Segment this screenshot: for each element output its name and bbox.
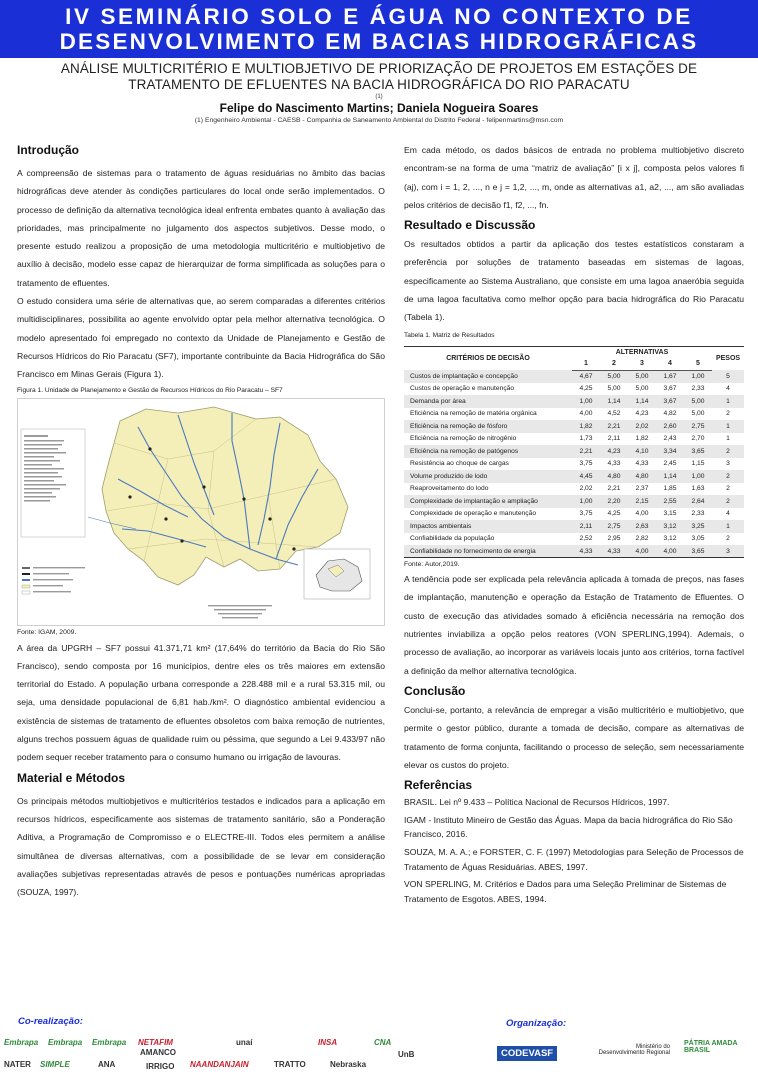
score-cell: 3,05 <box>691 535 705 543</box>
table-row <box>404 383 744 396</box>
alternative-header-5: 5 <box>684 358 712 370</box>
score-cell: 2,75 <box>600 520 628 533</box>
score-cell: 2,60 <box>656 420 684 433</box>
weight-cell: 2 <box>726 485 730 493</box>
table-row <box>404 483 744 496</box>
score-cell: 1,63 <box>691 485 705 493</box>
score-cell: 1,73 <box>579 435 593 443</box>
weight-cell: 5 <box>712 370 744 383</box>
alternatives-group-header: ALTERNATIVAS <box>572 346 712 358</box>
score-cell: 4,52 <box>607 410 621 418</box>
table-row <box>404 533 744 546</box>
score-cell: 4,25 <box>579 385 593 393</box>
criterion-cell: Reaproveitamento do lodo <box>410 485 489 493</box>
basin-map-figure <box>17 398 385 626</box>
criterion-cell: Eficiência na remoção de fósforo <box>404 420 572 433</box>
score-cell: 2,45 <box>663 460 677 468</box>
event-banner <box>0 0 758 58</box>
score-cell: 4,33 <box>635 460 649 468</box>
criterion-cell: Eficiência na remoção de nitrogênio <box>410 435 517 443</box>
score-cell: 2,33 <box>691 385 705 393</box>
score-cell: 4,00 <box>635 510 649 518</box>
table-row <box>404 470 744 483</box>
co-logo-cna: CNA <box>374 1038 392 1047</box>
score-cell: 1,14 <box>656 470 684 483</box>
basin-map-image <box>18 399 385 626</box>
score-cell: 3,65 <box>684 445 712 458</box>
author-superscript: (1) <box>375 94 383 100</box>
co-realization-label: Co-realização: <box>18 1016 83 1027</box>
methods-heading: Material e Métodos <box>17 770 126 785</box>
criterion-cell: Demanda por área <box>404 395 572 408</box>
right-column <box>404 141 744 910</box>
score-cell: 3,12 <box>656 520 684 533</box>
results-heading: Resultado e Discussão <box>404 218 536 233</box>
alternative-header-2: 2 <box>600 358 628 370</box>
org-logo-ministerio: Ministério do Desenvolvimento Regional <box>598 1044 670 1056</box>
conclusion-paragraph: Conclui-se, portanto, a relevância de empregar a visão multicritério e multiobjetivo, que permite o gestor público, durante a tomada de decisão, compare as alternativas de tratamento de forma conjunta, facilitando o processo de seleção, sem necessariamente elevar os custos do projeto. <box>404 704 744 770</box>
criterion-cell: Resistência ao choque de cargas <box>410 460 509 468</box>
weight-cell: 1 <box>712 520 744 533</box>
weight-cell: 2 <box>712 470 744 483</box>
score-cell: 1,82 <box>635 435 649 443</box>
co-logo-unb: UnB <box>398 1050 415 1059</box>
score-cell: 2,11 <box>607 435 621 443</box>
weight-cell: 4 <box>726 510 730 518</box>
score-cell: 1,15 <box>691 460 705 468</box>
co-logo-una-: unaí <box>236 1038 253 1047</box>
org-logo-brasil: PÁTRIA AMADA BRASIL <box>684 1040 738 1054</box>
paper-title <box>0 61 758 93</box>
score-cell: 3,12 <box>663 535 677 543</box>
paper-title-line-2: TRATAMENTO DE EFLUENTES NA BACIA HIDROGRÁFICA DO RIO PARACATU <box>128 77 630 92</box>
table-row <box>404 433 744 446</box>
table-row <box>404 495 744 508</box>
co-logo-nater: NATER <box>4 1060 31 1069</box>
score-cell: 2,43 <box>663 435 677 443</box>
weight-cell: 2 <box>726 410 730 418</box>
score-cell: 5,00 <box>628 370 656 383</box>
co-logo-naandanjain: NAANDANJAIN <box>190 1060 249 1069</box>
criterion-cell: Eficiência na remoção de patógenos <box>404 445 572 458</box>
weight-cell: 2 <box>712 445 744 458</box>
alternative-header-1: 1 <box>572 358 600 370</box>
table-row <box>404 520 744 533</box>
table-row <box>404 420 744 433</box>
left-column <box>17 143 385 901</box>
score-cell: 2,11 <box>572 520 600 533</box>
score-cell: 2,15 <box>628 495 656 508</box>
weight-cell: 3 <box>726 460 730 468</box>
table-row <box>404 508 744 521</box>
reference-item: BRASIL. Lei nº 9.433 – Política Nacional de Recursos Hídricos, 1997. <box>404 797 670 808</box>
score-cell: 2,70 <box>691 435 705 443</box>
intro-paragraph-1: A compreensão de sistemas para o tratamento de águas residuárias no âmbito das bacias hidrográficas deve atender às condições particulares do local onde serão implementados. O processo de definição da alternativa tecnológica ideal enfrenta embates quanto à avaliação das prioridades, mas principalmente no julgamento dos aspectos subjetivos. Desse modo, o presente estudo realizou a proposição de uma metodologia multicritério e multiobjetivo de auxílio à decisão, modelo esse capaz de hierarquizar de forma simplificada as soluções para o tratamento de efluentes. <box>17 168 385 288</box>
score-cell: 4,00 <box>628 545 656 558</box>
score-cell: 1,14 <box>628 395 656 408</box>
score-cell: 1,82 <box>572 420 600 433</box>
score-cell: 2,63 <box>628 520 656 533</box>
criterion-cell: Eficiência na remoção de matéria orgânica <box>410 410 537 418</box>
score-cell: 1,85 <box>663 485 677 493</box>
score-cell: 2,20 <box>600 495 628 508</box>
intro-paragraph-2: O estudo considera uma série de alternativas que, ao serem comparadas a diferentes critérios multidisciplinares, possibilita ao agente envolvido optar pela melhor alternativa tecnológica. O modelo apresentado foi empregado no contexto da Unidade de Planejamento e Gestão de Recursos Hídricos do Rio Paracatu (SF7), importante contribuinte da Bacia Hidrográfica do São Francisco em Minas Gerais (Figura 1). <box>17 296 385 380</box>
criterion-cell: Confiabilidade da população <box>410 535 495 543</box>
org-logo-codevasf: CODEVASF <box>497 1046 557 1061</box>
co-logo-amanco: AMANCO <box>140 1048 176 1057</box>
paper-title-line-1: ANÁLISE MULTICRITÉRIO E MULTIOBJETIVO DE PRIORIZAÇÃO DE PROJETOS EM ESTAÇÕES DE <box>60 61 698 76</box>
score-cell: 4,25 <box>607 510 621 518</box>
score-cell: 3,67 <box>663 385 677 393</box>
weights-column-header: PESOS <box>712 346 744 370</box>
score-cell: 2,21 <box>572 445 600 458</box>
event-title-line-1: IV SEMINÁRIO SOLO E ÁGUA NO CONTEXTO DE <box>65 4 693 29</box>
score-cell: 3,34 <box>656 445 684 458</box>
weight-cell: 2 <box>712 495 744 508</box>
score-cell: 4,10 <box>628 445 656 458</box>
score-cell: 4,23 <box>635 410 649 418</box>
table-row <box>404 545 744 558</box>
co-logo-tratto: TRATTO <box>274 1060 306 1069</box>
alternative-header-4: 4 <box>656 358 684 370</box>
score-cell: 5,00 <box>684 395 712 408</box>
criterion-cell: Impactos ambientais <box>404 520 572 533</box>
figure-caption: Figura 1. Unidade de Planejamento e Gestão de Recursos Hídricos do Rio Paracatu – SF7 <box>17 386 283 394</box>
score-cell: 2,21 <box>607 485 621 493</box>
score-cell: 4,80 <box>600 470 628 483</box>
score-cell: 2,55 <box>656 495 684 508</box>
score-cell: 4,33 <box>572 545 600 558</box>
weight-cell: 1 <box>712 395 744 408</box>
reference-item: IGAM - Instituto Mineiro de Gestão das Águas. Mapa da bacia hidrográfica do Rio São Francisco, 2016. <box>404 815 733 840</box>
co-logo-netafim: NETAFIM <box>138 1038 173 1047</box>
criterion-cell: Complexidade de implantação e ampliação <box>404 495 572 508</box>
table-row <box>404 445 744 458</box>
table-caption: Tabela 1. Matriz de Resultados <box>404 331 495 339</box>
score-cell: 3,25 <box>684 520 712 533</box>
weight-cell: 4 <box>726 385 730 393</box>
co-logo-ana: ANA <box>98 1060 116 1069</box>
score-cell: 2,64 <box>684 495 712 508</box>
criterion-cell: Confiabilidade no fornecimento de energia <box>404 545 572 558</box>
score-cell: 1,14 <box>600 395 628 408</box>
score-cell: 4,67 <box>572 370 600 383</box>
figure-source: Fonte: IGAM, 2009. <box>17 628 77 636</box>
references-list <box>404 795 744 906</box>
score-cell: 2,95 <box>607 535 621 543</box>
conclusion-heading: Conclusão <box>404 683 466 698</box>
intro-paragraph-3: A área da UPGRH – SF7 possui 41.371,71 km² (17,64% do território da Bacia do Rio São Francisco), sendo composta por 16 municípios, dentre eles os três maiores em extensão territorial do Estado. A população urbana corresponde a 228.488 mil e a rural 53.315 mil, ou seja, uma densidade populacional de 6,81 hab./km². O diagnóstico ambiental evidenciou a existência de sistemas de tratamento de efluentes obsoletos com baixa remoção de nutrientes, alguns trechos possuem águas de qualidade ruim ou péssima, que segundo a Lei 9.433/97 não podem sequer receber tratamento para o consumo humano ou irrigação de lavouras. <box>17 642 385 763</box>
score-cell: 3,75 <box>579 510 593 518</box>
score-cell: 2,33 <box>691 510 705 518</box>
weight-cell: 1 <box>712 420 744 433</box>
co-logo-simple: SIMPLE <box>40 1060 70 1069</box>
score-cell: 3,67 <box>656 395 684 408</box>
co-logo-embrapa: Embrapa <box>4 1038 39 1047</box>
score-cell: 4,80 <box>628 470 656 483</box>
table-body <box>404 370 744 558</box>
co-logo-insa: INSA <box>318 1038 338 1047</box>
event-title-line-2: DESENVOLVIMENTO EM BACIAS HIDROGRÁFICAS <box>59 29 699 54</box>
organization-label: Organização: <box>506 1018 567 1029</box>
score-cell: 4,00 <box>656 545 684 558</box>
score-cell: 2,75 <box>684 420 712 433</box>
score-cell: 2,82 <box>635 535 649 543</box>
intro-heading: Introdução <box>17 143 79 157</box>
criterion-cell: Custos de operação e manutenção <box>410 385 515 393</box>
score-cell: 4,23 <box>600 445 628 458</box>
score-cell: 1,67 <box>656 370 684 383</box>
co-logo-irrigo: IRRIGO <box>146 1062 175 1071</box>
score-cell: 4,45 <box>572 470 600 483</box>
score-cell: 4,82 <box>663 410 677 418</box>
table-row <box>404 370 744 383</box>
score-cell: 5,00 <box>635 385 649 393</box>
references-heading: Referências <box>404 778 473 793</box>
score-cell: 5,00 <box>600 370 628 383</box>
results-paragraph-1: Os resultados obtidos a partir da aplicação dos testes estatísticos constaram a preferência por soluções de tratamento baseadas em sistemas de lagoas, especificamente ao Sistema Australiano, que consiste em uma lagoa anaeróbia seguida de uma lagoa facultativa como melhor opção para bacia hidrográfica do Rio Paracatu (Tabela 1). <box>404 239 744 323</box>
score-cell: 2,02 <box>579 485 593 493</box>
score-cell: 3,65 <box>684 545 712 558</box>
score-cell: 3,75 <box>579 460 593 468</box>
co-logo-embrapa: Embrapa <box>48 1038 83 1047</box>
methods-paragraph-1: Os principais métodos multiobjetivos e multicritérios testados e indicados para a aplicação em recursos hídricos, especificamente aos sistemas de tratamento sanitário, são a Ponderação Aditiva, a Programação de Compromisso e o ELECTRE-III. Todos eles permitem a análise simultânea de diversas alternativas, com a possibilidade de se levar em consideração avaliações subjetivas representadas através de pesos e pontuações numéricas apropriadas (SOUZA, 1997). <box>17 795 385 898</box>
methods-paragraph-2: Em cada método, os dados básicos de entrada no problema multiobjetivo discreto encontram-se na forma de uma “matriz de avaliação” [i x j], composta pelos valores fi (aj), com i = 1, 2, ..., n e j = 1,2, ..., m, onde as alternativas a1, a2, ..., am são avaliadas pelos critérios de decisão f1, f2, ..., fn. <box>404 145 744 210</box>
table-row <box>404 408 744 421</box>
criterion-cell: Custos de implantação e concepção <box>404 370 572 383</box>
alternative-header-3: 3 <box>628 358 656 370</box>
score-cell: 1,00 <box>572 395 600 408</box>
reference-item: VON SPERLING, M. Critérios e Dados para uma Seleção Preliminar de Sistemas de Tratamento de Esgotos. ABES, 1994. <box>404 879 727 904</box>
criterion-cell: Volume produzido de lodo <box>404 470 572 483</box>
score-cell: 5,00 <box>691 410 705 418</box>
score-cell: 2,02 <box>628 420 656 433</box>
weight-cell: 1 <box>726 435 730 443</box>
score-cell: 1,00 <box>684 370 712 383</box>
score-cell: 1,00 <box>684 470 712 483</box>
authors: Felipe do Nascimento Martins; Daniela Nogueira Soares <box>219 101 539 115</box>
score-cell: 4,33 <box>607 460 621 468</box>
results-paragraph-2: A tendência pode ser explicada pela relevância aplicada à tomada de preços, nas fases de implantação, manutenção e operação da Estação de Tratamento de Efluentes. O custo de execução das atividades somado à eficiência necessária na remoção dos nutrientes inviabiliza a opção pelos reatores (VON SPERLING,1994). Ademais, o processo de avaliação, ao incorporar as variáveis locais junto aos critérios, torna factível a definição da melhor alternativa tecnológica. <box>404 574 744 676</box>
score-cell: 2,21 <box>600 420 628 433</box>
table-source: Fonte: Autor,2019. <box>404 561 460 569</box>
criterion-cell: Complexidade de operação e manutenção <box>410 510 537 518</box>
score-cell: 4,00 <box>579 410 593 418</box>
score-cell: 1,00 <box>572 495 600 508</box>
score-cell: 4,33 <box>600 545 628 558</box>
co-logo-nebraska: Nebraska <box>330 1060 367 1069</box>
score-cell: 2,37 <box>635 485 649 493</box>
affiliation: (1) Engenheiro Ambiental - CAESB - Companhia de Saneamento Ambiental do Distrito Federal - felipenmartins@msn.com <box>194 117 564 124</box>
score-cell: 3,15 <box>663 510 677 518</box>
table-row <box>404 395 744 408</box>
reference-item: SOUZA, M. A. A.; e FORSTER, C. F. (1997) Metodologias para Seleção de Processos de Tratamento de Águas Residuárias. ABES, 1997. <box>404 847 744 872</box>
score-cell: 2,52 <box>579 535 593 543</box>
criteria-column-header: CRITÉRIOS DE DECISÃO <box>404 346 572 370</box>
co-realization-logos <box>0 1036 490 1080</box>
score-cell: 5,00 <box>607 385 621 393</box>
weight-cell: 2 <box>726 535 730 543</box>
co-logo-embrapa: Embrapa <box>92 1038 127 1047</box>
results-matrix-table <box>404 346 744 559</box>
weight-cell: 3 <box>712 545 744 558</box>
table-row <box>404 458 744 471</box>
